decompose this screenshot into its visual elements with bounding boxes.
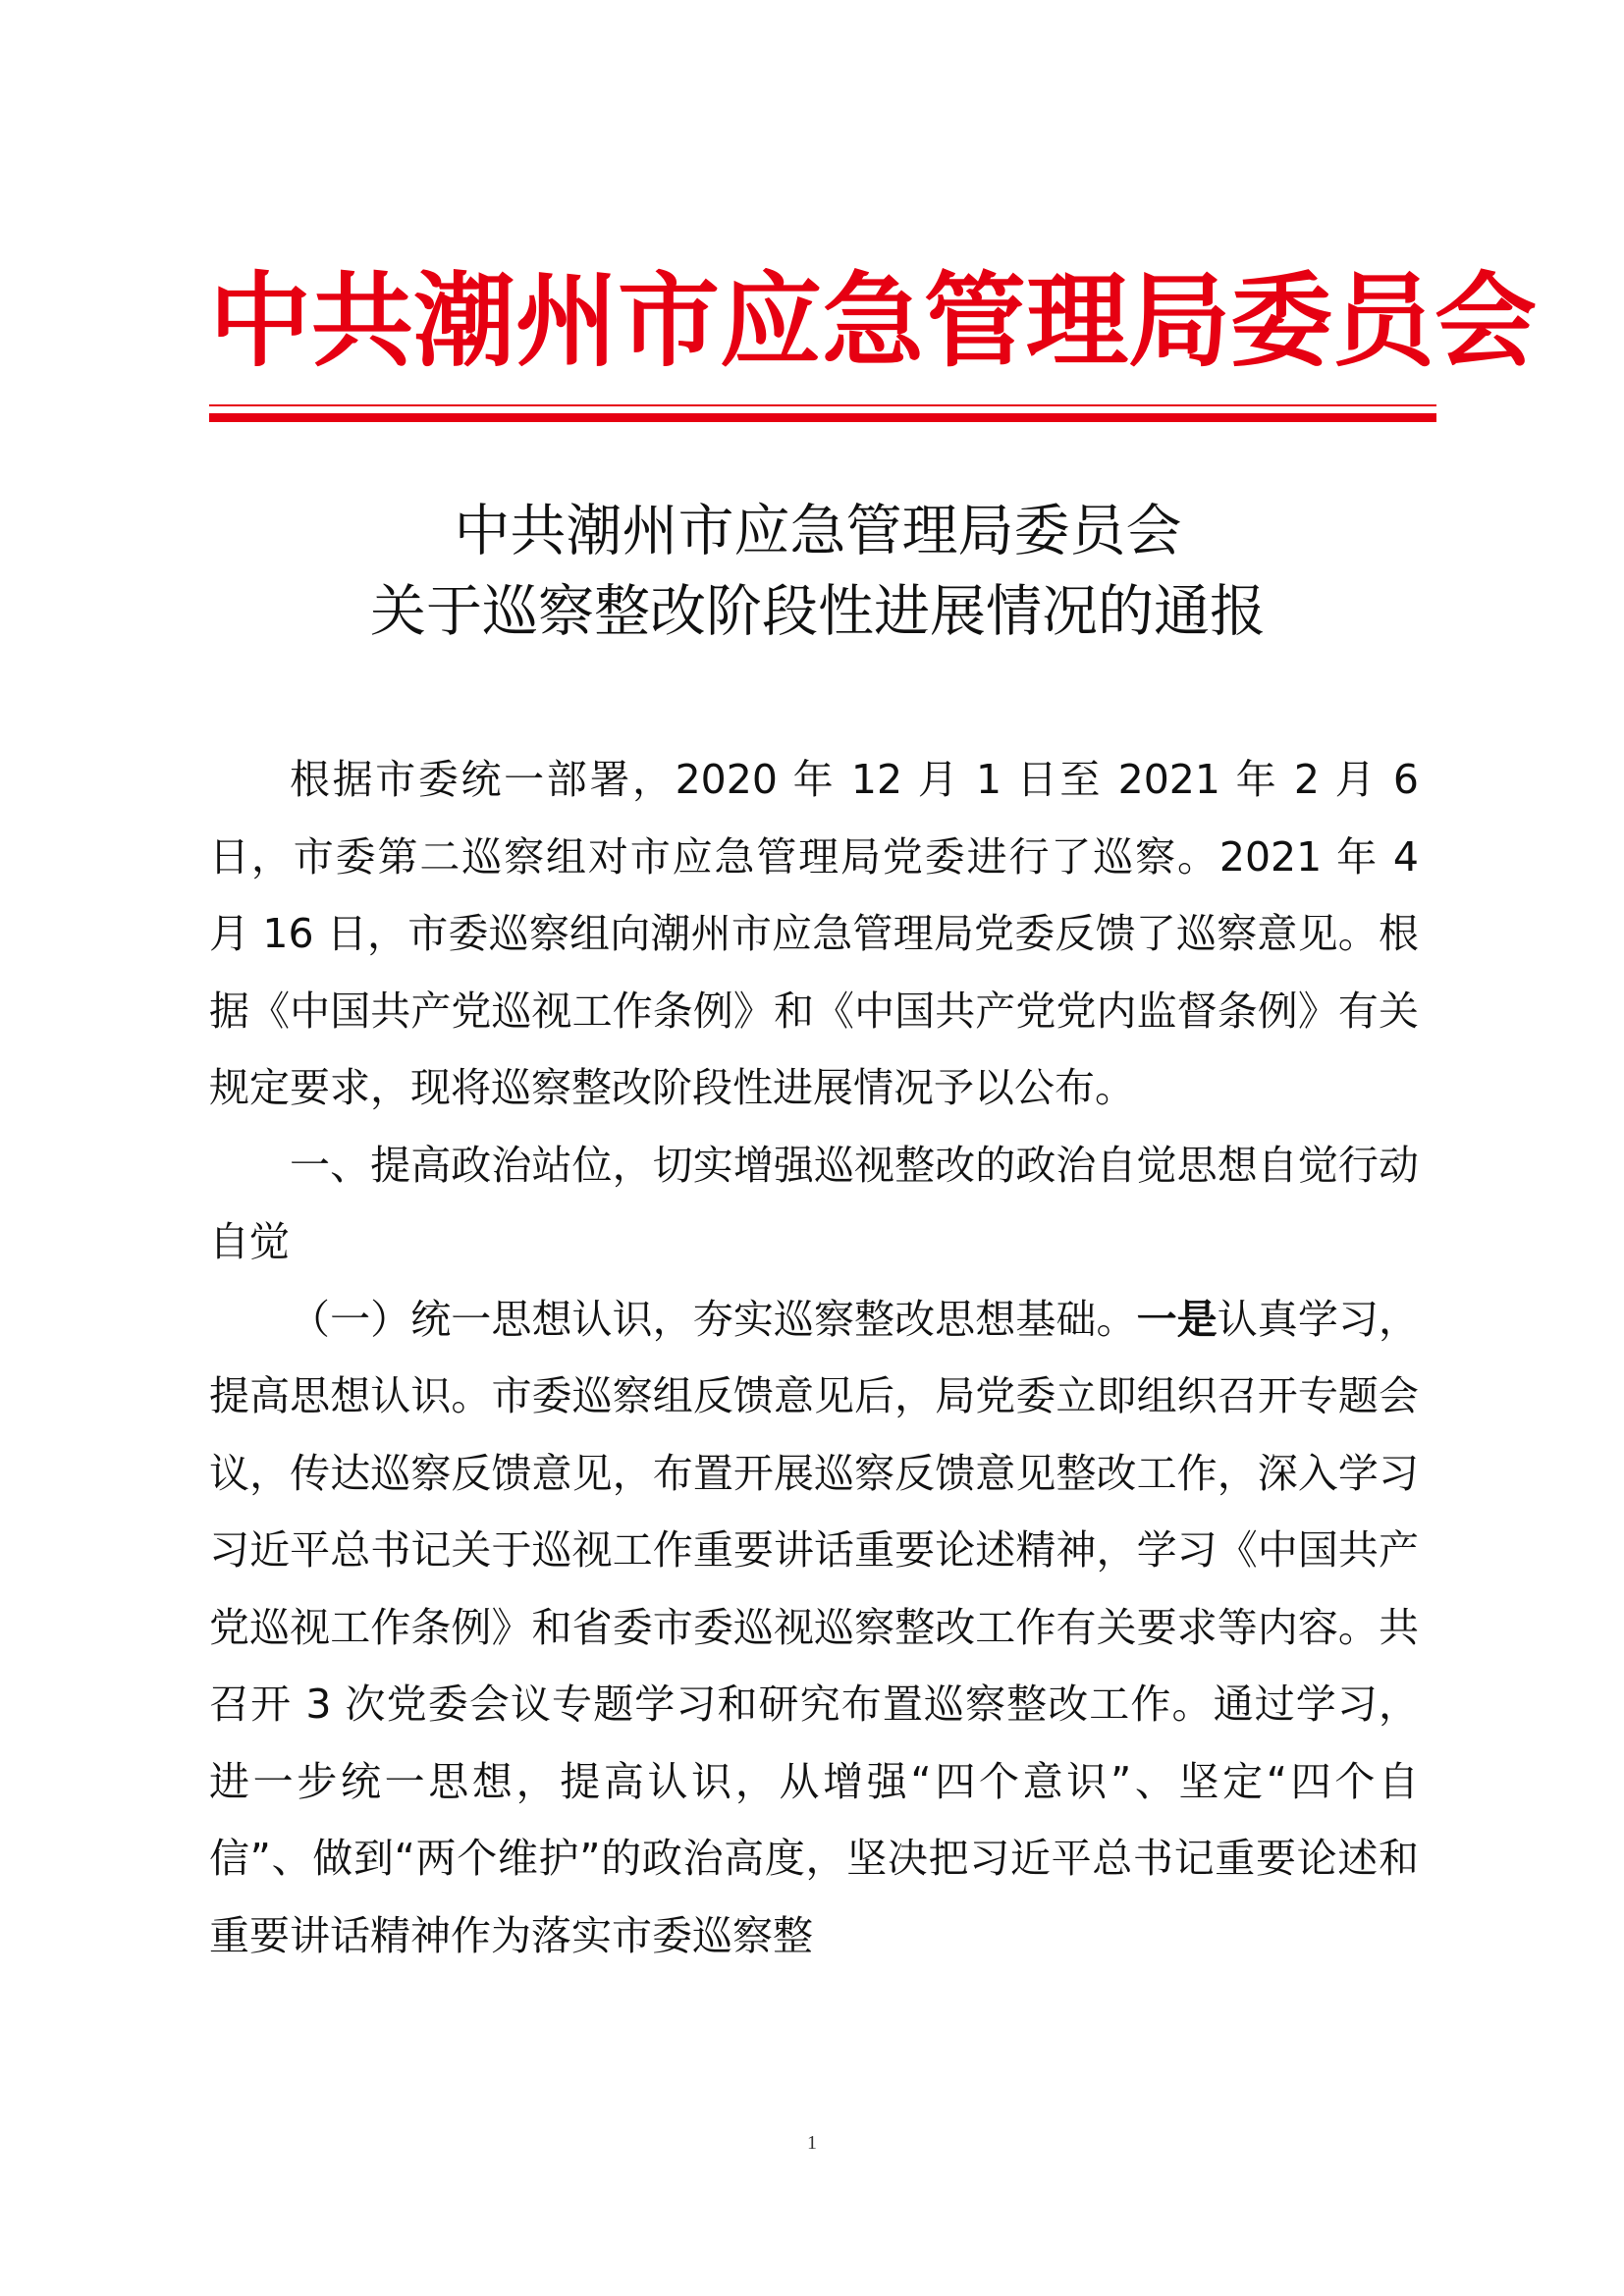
- intro-paragraph: 根据市委统一部署，2020 年 12 月 1 日至 2021 年 2 月 6 日，市委第二巡察组对市应急管理局党委进行了巡察。2021 年 4 月 16 日，市委巡察组向潮州市应急管理局党委反馈了巡察意见。根据《中国共产党巡视工作条例》和《中国共产党党内监督条例》有关规定要求，现将巡察整改阶段性进展情况予以公布。: [209, 756, 1419, 1111]
- item-1-heading: （一）统一思想认识，夯实巡察整改思想基础。: [290, 1295, 1137, 1343]
- document-title-line-1: 中共潮州市应急管理局委员会: [454, 499, 1182, 563]
- masthead-divider-thin: [209, 404, 1436, 406]
- item-1-text: 认真学习，提高思想认识。市委巡察组反馈意见后，局党委立即组织召开专题会议，传达巡察反馈意见，布置开展巡察反馈意见整改工作，深入学习习近平总书记关于巡视工作重要讲话重要论述精神，学习《中国共产党巡视工作条例》和省委市委巡视巡察整改工作有关要求等内容。共召开 3 次党委会议专题学习和研究布置巡察整改工作。通过学习，进一步统一思想，提高认识，从增强“四个意识”、坚定“四个自信”、做到“两个维护”的政治高度，坚决把习近平总书记重要论述和重要讲话精神作为落实市委巡察整: [209, 1295, 1420, 1959]
- masthead-divider-thick: [209, 413, 1436, 422]
- item-1-paragraph: [209, 1281, 1419, 1975]
- page-number: 1: [807, 2132, 817, 2154]
- document-title-line-2: 关于巡察整改阶段性进展情况的通报: [370, 579, 1266, 644]
- document-body: [209, 741, 1419, 1974]
- item-1-lead: 一是: [1136, 1295, 1218, 1343]
- masthead-title: 中共潮州市应急管理局委员会: [209, 260, 1538, 381]
- section-1-heading: 一、提高政治站位，切实增强巡视整改的政治自觉思想自觉行动自觉: [209, 1141, 1419, 1265]
